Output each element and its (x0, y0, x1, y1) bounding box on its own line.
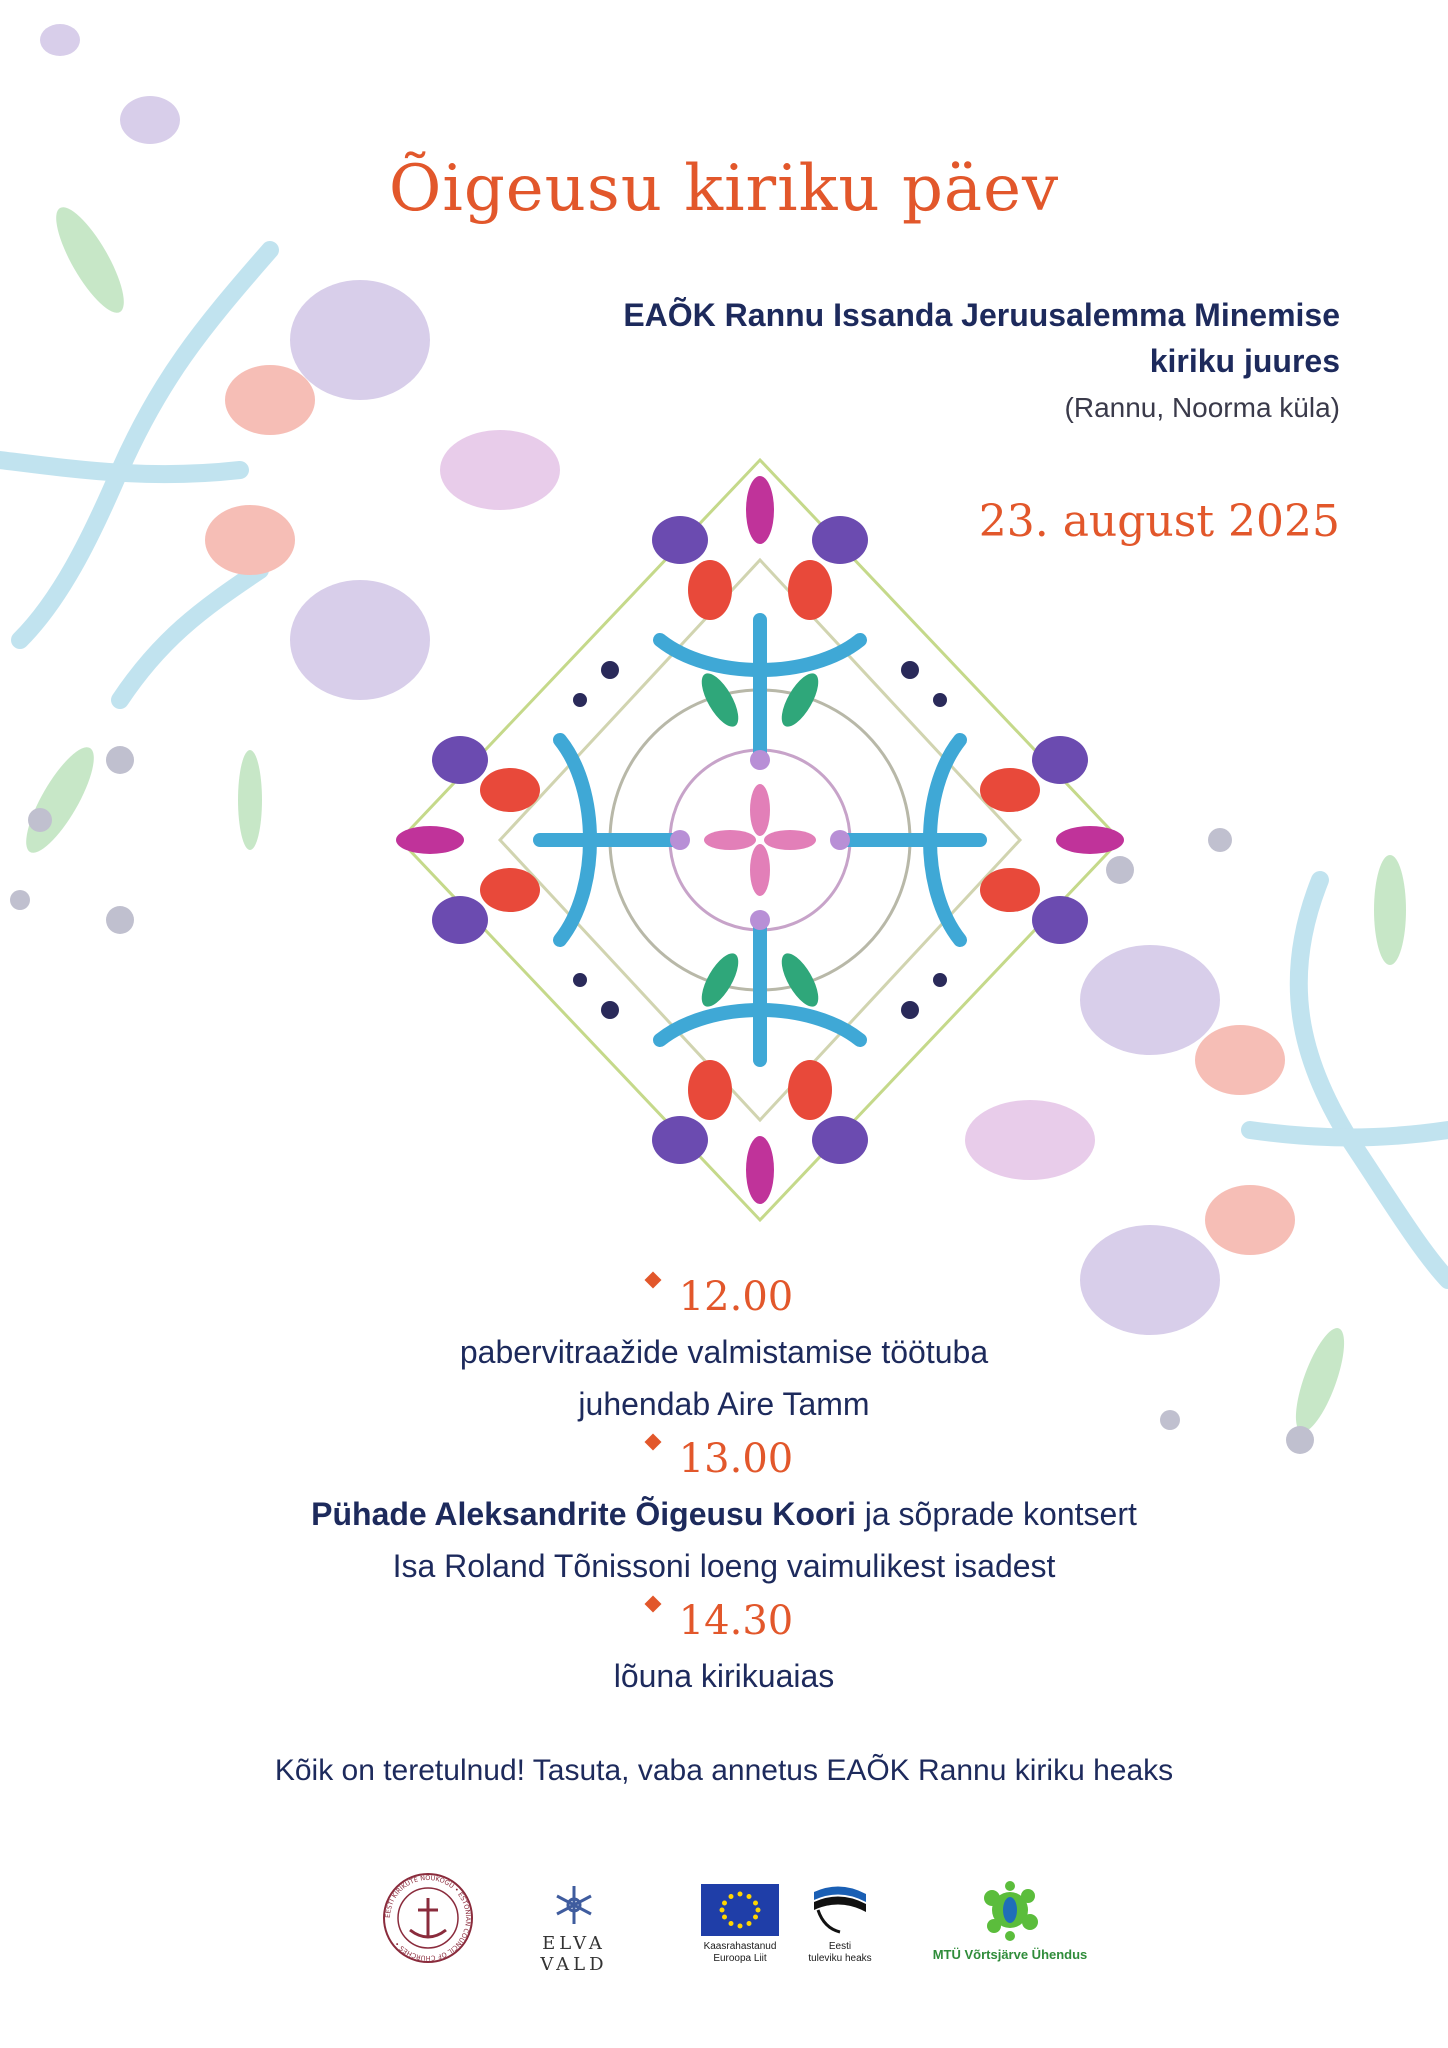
time-label: 12.00 (678, 1274, 794, 1320)
eu-caption-2: Euroopa Liit (713, 1953, 767, 1964)
vortsjarve-logo (920, 1878, 1100, 1962)
lake-splash-icon (978, 1878, 1042, 1942)
elva-vald-logo (504, 1882, 644, 1975)
event-date: 23. august 2025 (978, 496, 1340, 547)
schedule-item-text (0, 1488, 1448, 1540)
venue-line-2: kiriku juures (1149, 343, 1340, 379)
sponsor-logos (0, 1870, 1448, 1980)
mandala-illustration (380, 440, 1140, 1240)
council-of-churches-logo (380, 1870, 476, 1966)
schedule (0, 1268, 1448, 1702)
council-ring-text: EESTI KIRIKUTE NÕUKOGU • ESTONIAN COUNCIL OF CHURCHES • (383, 1873, 473, 1963)
vortsjarve-text: MTÜ Võrtsjärve Ühendus (932, 1947, 1088, 1962)
venue-line-1: EAÕK Rannu Issanda Jeruusalemma Minemise (623, 297, 1340, 333)
diamond-bullet-icon (644, 1596, 661, 1613)
schedule-item-time (0, 1430, 1448, 1488)
schedule-item-text: lõuna kirikuaias (613, 1658, 835, 1694)
time-label: 13.00 (678, 1436, 794, 1482)
eesti-tuleviku-heaks-logo (800, 1880, 880, 1965)
eesti-caption-1: Eesti (828, 1941, 852, 1952)
venue-name (623, 292, 1340, 384)
venue-location: (Rannu, Noorma küla) (1064, 392, 1340, 423)
welcome-note: Kõik on teretulnud! Tasuta, vaba annetus EAÕK Rannu kiriku heaks (274, 1754, 1174, 1787)
snowflake-icon (551, 1882, 597, 1928)
schedule-item-text: pabervitraažide valmistamise töötuba (459, 1334, 989, 1370)
eu-logo (700, 1884, 780, 1965)
estonian-flag-swoosh-icon (810, 1880, 870, 1936)
page-title: Õigeusu kiriku päev (388, 152, 1060, 226)
eesti-caption-2: tuleviku heaks (808, 1953, 872, 1964)
eu-caption-1: Kaasrahastanud (703, 1941, 777, 1952)
time-label: 14.30 (678, 1598, 794, 1644)
schedule-item-text: juhendab Aire Tamm (578, 1386, 870, 1422)
eu-flag-icon (701, 1884, 779, 1936)
diamond-bullet-icon (644, 1272, 661, 1289)
elva-vald-text: ELVA VALD (540, 1933, 608, 1975)
schedule-item-time (0, 1592, 1448, 1650)
concert-text: ja sõprade kontsert (855, 1496, 1137, 1532)
schedule-item-time (0, 1268, 1448, 1326)
diamond-bullet-icon (644, 1434, 661, 1451)
schedule-item-text: Isa Roland Tõnissoni loeng vaimulikest isadest (392, 1548, 1056, 1584)
choir-name: Pühade Aleksandrite Õigeusu Koori (311, 1496, 856, 1532)
